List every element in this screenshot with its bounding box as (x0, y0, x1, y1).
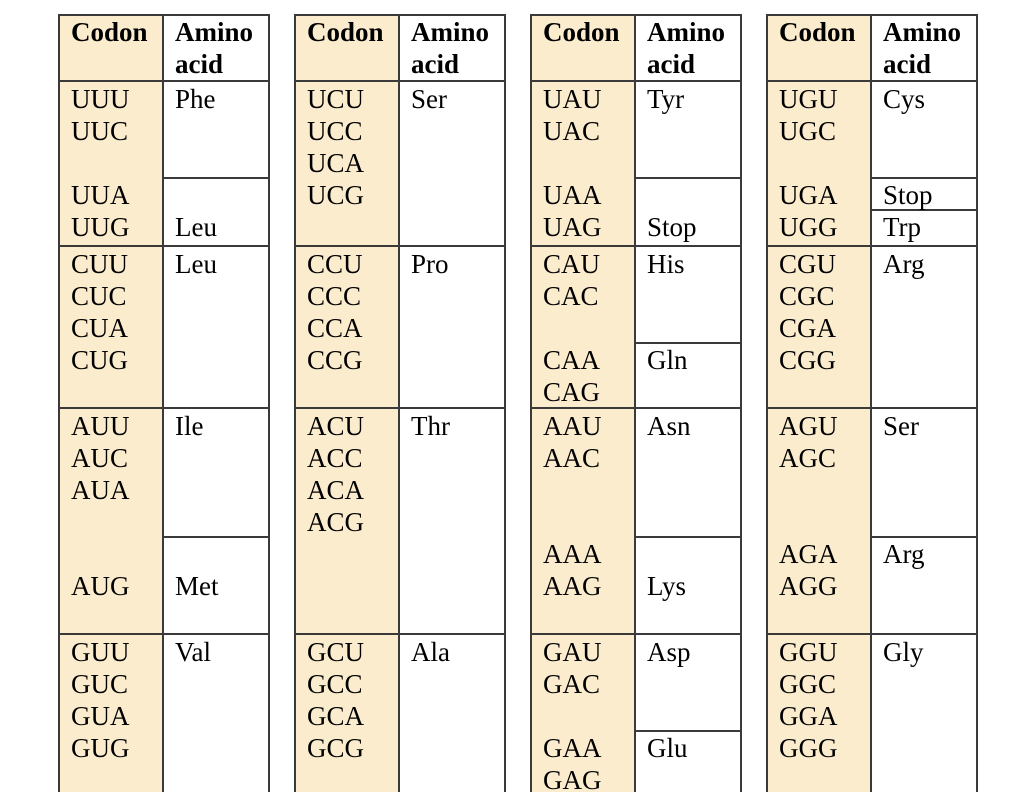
codon-UCC: UCC (307, 116, 363, 146)
column-divider (870, 14, 872, 792)
codon-GAU: GAU (543, 637, 602, 667)
amino-acid-glu: Glu (647, 733, 688, 763)
codon-AUU: AUU (71, 411, 130, 441)
codon-AGU: AGU (779, 411, 838, 441)
column-left-border (58, 14, 60, 792)
header-bottom-border (58, 80, 268, 82)
header-amino-line1: Amino (647, 17, 726, 47)
amino-acid-phe: Phe (175, 84, 216, 114)
header-codon: Codon (779, 17, 856, 47)
codon-UCG: UCG (307, 180, 365, 210)
amino-acid-stop: Stop (647, 212, 697, 242)
codon-UGC: UGC (779, 116, 837, 146)
amino-acid-ser: Ser (411, 84, 447, 114)
codon-UUU: UUU (71, 84, 130, 114)
column-divider (162, 14, 164, 792)
codon-CAU: CAU (543, 249, 601, 279)
codon-UAG: UAG (543, 212, 602, 242)
codon-CGA: CGA (779, 313, 837, 343)
codon-CAG: CAG (543, 377, 601, 407)
codon-AGA: AGA (779, 539, 838, 569)
amino-acid-tyr: Tyr (647, 84, 685, 114)
codon-UAC: UAC (543, 116, 601, 146)
column-right-border (268, 14, 270, 792)
codon-AUA: AUA (71, 475, 130, 505)
amino-acid-lys: Lys (647, 571, 687, 601)
codon-UGU: UGU (779, 84, 838, 114)
codon-AAC: AAC (543, 443, 601, 473)
header-codon: Codon (71, 17, 148, 47)
block-border (294, 245, 504, 247)
amino-acid-ser: Ser (883, 411, 919, 441)
column-divider (398, 14, 400, 792)
codon-CCG: CCG (307, 345, 363, 375)
codon-GGC: GGC (779, 669, 837, 699)
header-bottom-border (294, 80, 504, 82)
amino-split-border (634, 536, 740, 538)
codon-GGA: GGA (779, 701, 838, 731)
codon-AGC: AGC (779, 443, 837, 473)
header-amino-line2: acid (411, 49, 460, 79)
codon-CUU: CUU (71, 249, 129, 279)
amino-acid-met: Met (175, 571, 219, 601)
codon-CUC: CUC (71, 281, 127, 311)
amino-acid-arg: Arg (883, 249, 925, 279)
amino-acid-ile: Ile (175, 411, 204, 441)
amino-split-border (634, 177, 740, 179)
codon-CAA: CAA (543, 345, 601, 375)
column-left-border (766, 14, 768, 792)
header-amino-line1: Amino (883, 17, 962, 47)
codon-GCU: GCU (307, 637, 365, 667)
block-border (294, 407, 504, 409)
amino-acid-pro: Pro (411, 249, 449, 279)
codon-CUG: CUG (71, 345, 129, 375)
amino-acid-leu: Leu (175, 212, 217, 242)
codon-AAG: AAG (543, 571, 602, 601)
codon-AGG: AGG (779, 571, 838, 601)
column-right-border (976, 14, 978, 792)
block-border (58, 407, 268, 409)
codon-GUA: GUA (71, 701, 130, 731)
codon-UUA: UUA (71, 180, 130, 210)
codon-GUG: GUG (71, 733, 130, 763)
column-left-border (530, 14, 532, 792)
codon-CUA: CUA (71, 313, 129, 343)
header-amino-line1: Amino (175, 17, 254, 47)
amino-acid-leu: Leu (175, 249, 217, 279)
codon-CCU: CCU (307, 249, 363, 279)
codon-UCU: UCU (307, 84, 365, 114)
codon-ACA: ACA (307, 475, 365, 505)
codon-GAC: GAC (543, 669, 601, 699)
block-border (530, 245, 740, 247)
header-amino-line2: acid (883, 49, 932, 79)
header-codon: Codon (543, 17, 620, 47)
column-right-border (740, 14, 742, 792)
block-border (294, 633, 504, 635)
amino-acid-gly: Gly (883, 637, 924, 667)
codon-GCG: GCG (307, 733, 365, 763)
header-amino-line2: acid (175, 49, 224, 79)
amino-split-border (162, 177, 268, 179)
amino-acid-gln: Gln (647, 345, 688, 375)
column-right-border (504, 14, 506, 792)
codon-GAA: GAA (543, 733, 602, 763)
codon-AAA: AAA (543, 539, 602, 569)
block-border (766, 245, 976, 247)
codon-CAC: CAC (543, 281, 599, 311)
amino-acid-val: Val (175, 637, 211, 667)
codon-GGU: GGU (779, 637, 838, 667)
codon-CGG: CGG (779, 345, 837, 375)
codon-UAA: UAA (543, 180, 602, 210)
codon-ACC: ACC (307, 443, 363, 473)
block-border (766, 407, 976, 409)
block-border (766, 633, 976, 635)
amino-acid-his: His (647, 249, 685, 279)
header-codon: Codon (307, 17, 384, 47)
codon-CCA: CCA (307, 313, 363, 343)
codon-GUU: GUU (71, 637, 130, 667)
amino-acid-asp: Asp (647, 637, 691, 667)
amino-split-border (162, 536, 268, 538)
amino-acid-ala: Ala (411, 637, 450, 667)
codon-AAU: AAU (543, 411, 602, 441)
codon-CGU: CGU (779, 249, 837, 279)
header-amino-line2: acid (647, 49, 696, 79)
column-divider (634, 14, 636, 792)
codon-AUG: AUG (71, 571, 130, 601)
block-border (530, 633, 740, 635)
codon-UUC: UUC (71, 116, 129, 146)
codon-AUC: AUC (71, 443, 129, 473)
codon-CGC: CGC (779, 281, 835, 311)
block-border (58, 245, 268, 247)
header-bottom-border (766, 80, 976, 82)
amino-acid-cys: Cys (883, 84, 926, 114)
codon-UGG: UGG (779, 212, 838, 242)
header-bottom-border (530, 80, 740, 82)
codon-UAU: UAU (543, 84, 602, 114)
amino-acid-asn: Asn (647, 411, 691, 441)
codon-GCC: GCC (307, 669, 363, 699)
codon-GAG: GAG (543, 765, 602, 795)
codon-ACU: ACU (307, 411, 365, 441)
amino-acid-stop: Stop (883, 180, 933, 210)
column-left-border (294, 14, 296, 792)
codon-GCA: GCA (307, 701, 365, 731)
codon-ACG: ACG (307, 507, 365, 537)
codon-GUC: GUC (71, 669, 129, 699)
codon-UCA: UCA (307, 148, 365, 178)
header-amino-line1: Amino (411, 17, 490, 47)
codon-CCC: CCC (307, 281, 362, 311)
amino-acid-thr: Thr (411, 411, 450, 441)
codon-GGG: GGG (779, 733, 838, 763)
codon-UUG: UUG (71, 212, 130, 242)
amino-acid-trp: Trp (883, 212, 922, 242)
codon-UGA: UGA (779, 180, 838, 210)
block-border (58, 633, 268, 635)
amino-acid-arg: Arg (883, 539, 925, 569)
